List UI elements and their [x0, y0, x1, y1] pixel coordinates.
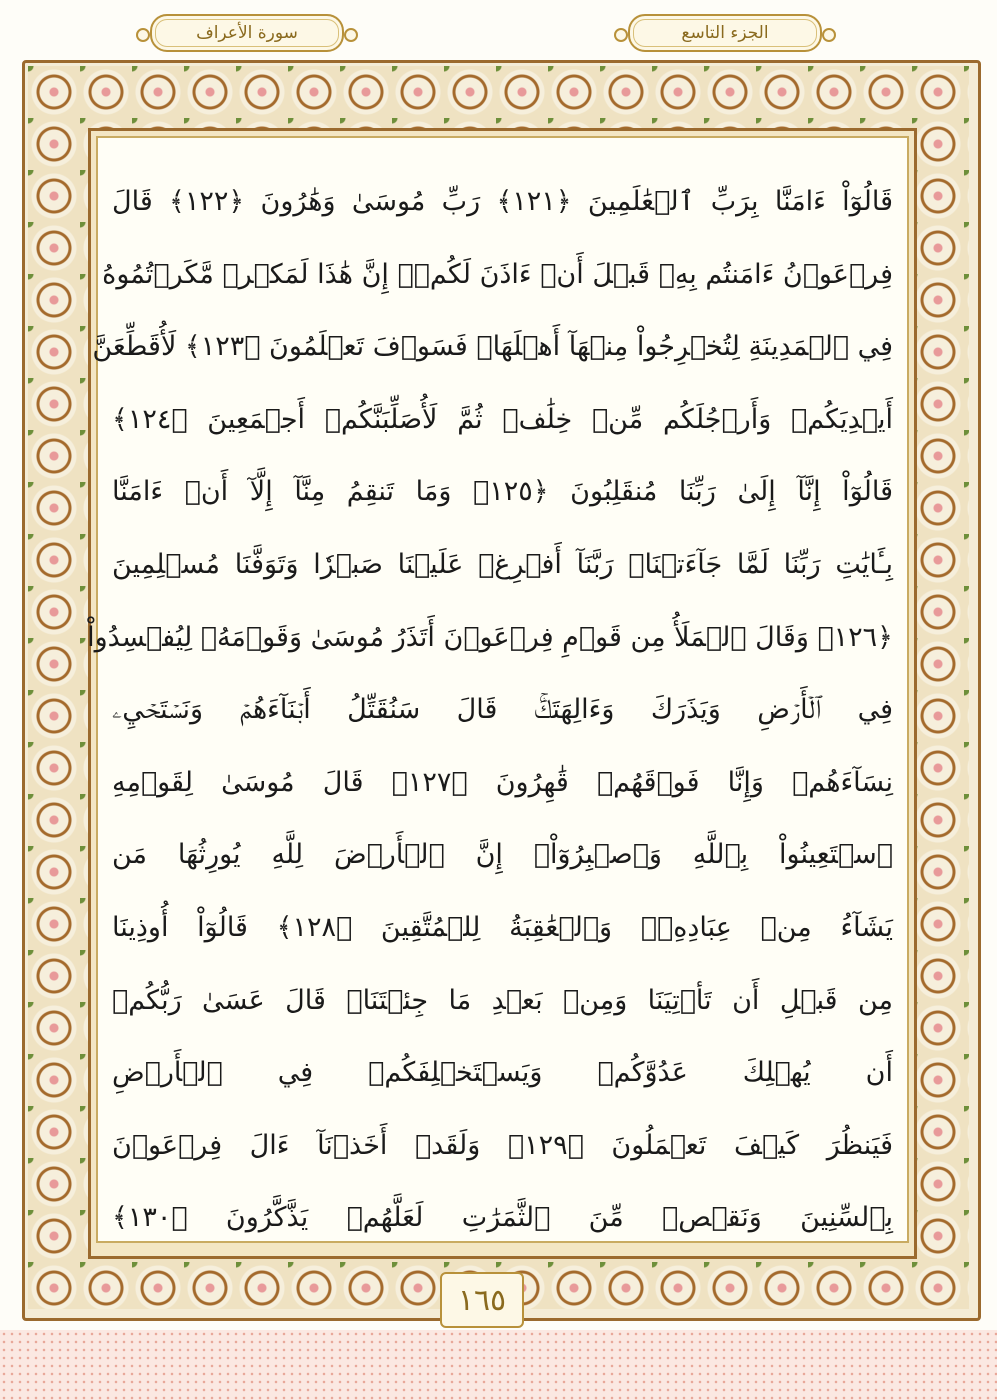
page-number-cartouche — [440, 1272, 524, 1328]
verse-line: ﴿١٢٦﴾ وَقَالَ ٱلۡمَلَأُ مِن قَوۡمِ فِرۡعَوۡنَ أَتَذَرُ مُوسَىٰ وَقَوۡمَهُۥ لِيُفۡسِدُواْ — [87, 621, 893, 653]
juz-name-cartouche — [628, 14, 822, 52]
page-text-area — [87, 136, 909, 1243]
verses-block — [87, 166, 893, 1255]
verse-line: قَالُوٓاْ ءَامَنَّا بِرَبِّ ٱلۡعَٰلَمِينَ ﴿١٢١﴾ رَبِّ مُوسَىٰ وَهَٰرُونَ ﴿١٢٢﴾ قَالَ — [112, 186, 893, 217]
juz-name: الجزء التاسع — [681, 23, 769, 43]
surah-name-cartouche — [150, 14, 344, 52]
verse-line: بِٱلسِّنِينَ وَنَقۡصٖ مِّنَ ٱلثَّمَرَٰتِ لَعَلَّهُمۡ يَذَّكَّرُونَ ﴿١٣٠﴾ — [112, 1202, 893, 1234]
dotted-background-strip — [0, 1330, 997, 1400]
verse-line: بِـَٔايَٰتِ رَبِّنَا لَمَّا جَآءَتۡنَاۚ رَبَّنَآ أَفۡرِغۡ عَلَيۡنَا صَبۡرٗا وَتَوَفَّنَا مُسۡلِمِينَ — [112, 548, 893, 580]
surah-name: سورة الأعراف — [196, 23, 298, 43]
verse-line: مِن قَبۡلِ أَن تَأۡتِيَنَا وَمِنۢ بَعۡدِ مَا جِئۡتَنَاۚ قَالَ عَسَىٰ رَبُّكُمۡ — [112, 984, 893, 1016]
verse-line: أَن يُهۡلِكَ عَدُوَّكُمۡ وَيَسۡتَخۡلِفَكُمۡ فِي ٱلۡأَرۡضِ — [112, 1057, 893, 1089]
verse-line: فِي ٱلۡأَرۡضِ وَيَذَرَكَ وَءَالِهَتَكَۚ قَالَ سَنُقَتِّلُ أَبۡنَآءَهُمۡ وَنَسۡتَحۡيِۦ — [112, 694, 893, 726]
verse-line: فَيَنظُرَ كَيۡفَ تَعۡمَلُونَ ﴿١٢٩﴾ وَلَقَدۡ أَخَذۡنَآ ءَالَ فِرۡعَوۡنَ — [112, 1129, 893, 1161]
verse-line: نِسَآءَهُمۡ وَإِنَّا فَوۡقَهُمۡ قَٰهِرُونَ ﴿١٢٧﴾ قَالَ مُوسَىٰ لِقَوۡمِهِ — [112, 766, 893, 798]
verse-line: ٱسۡتَعِينُواْ بِٱللَّهِ وَٱصۡبِرُوٓاْۖ إِنَّ ٱلۡأَرۡضَ لِلَّهِ يُورِثُهَا مَن — [112, 839, 893, 871]
verse-line: فِرۡعَوۡنُ ءَامَنتُم بِهِۦ قَبۡلَ أَنۡ ءَاذَنَ لَكُمۡۖ إِنَّ هَٰذَا لَمَكۡرٞ مَّكَرۡتُمُوهُ — [102, 258, 893, 290]
verse-line: قَالُوٓاْ إِنَّآ إِلَىٰ رَبِّنَا مُنقَلِبُونَ ﴿١٢٥﴾ وَمَا تَنقِمُ مِنَّآ إِلَّآ أَنۡ ءَامَنَّا — [112, 476, 893, 508]
verse-line: أَيۡدِيَكُمۡ وَأَرۡجُلَكُم مِّنۡ خِلَٰفٖ ثُمَّ لَأُصَلِّبَنَّكُمۡ أَجۡمَعِينَ ﴿١٢٤﴾ — [112, 403, 893, 435]
page-number: ١٦٥ — [457, 1282, 507, 1318]
verse-line: يَشَآءُ مِنۡ عِبَادِهِۦۖ وَٱلۡعَٰقِبَةُ لِلۡمُتَّقِينَ ﴿١٢٨﴾ قَالُوٓاْ أُوذِينَا — [112, 911, 893, 943]
verse-line: فِي ٱلۡمَدِينَةِ لِتُخۡرِجُواْ مِنۡهَآ أَهۡلَهَاۖ فَسَوۡفَ تَعۡلَمُونَ ﴿١٢٣﴾ لَأُقَطِّعَنَّ — [92, 331, 893, 363]
